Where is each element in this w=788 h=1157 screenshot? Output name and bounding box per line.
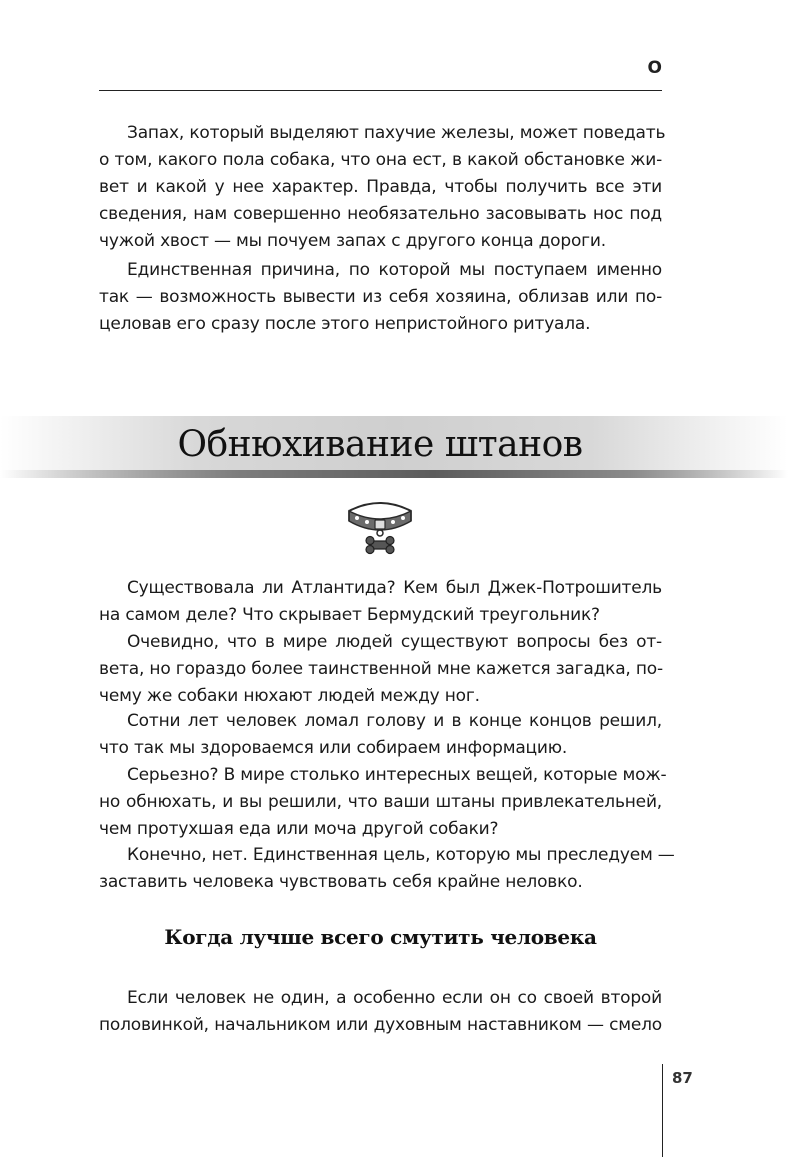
- text-line: целовав его сразу после этого непристойного ритуала.: [99, 314, 591, 334]
- paragraph: [99, 985, 662, 1039]
- folio-rule: [662, 1064, 663, 1157]
- paragraph: [99, 708, 662, 762]
- text-line: Единственная причина, по которой мы поступаем именно: [127, 260, 662, 280]
- text-line: чужой хвост — мы почуем запах с другого конца дороги.: [99, 231, 606, 251]
- text-line: Конечно, нет. Единственная цель, которую мы преследуем —: [127, 845, 675, 865]
- text-line: Если человек не один, а особенно если он со своей второй: [127, 988, 662, 1008]
- text-line: но обнюхать, и вы решили, что ваши штаны привлекательней,: [99, 792, 662, 812]
- text-line: на самом деле? Что скрывает Бермудский треугольник?: [99, 605, 600, 625]
- text-line: вета, но гораздо более таинственной мне кажется загадка, по-: [99, 659, 663, 679]
- page-number: 87: [672, 1069, 693, 1087]
- text-line: вет и какой у нее характер. Правда, чтобы получить все эти: [99, 177, 662, 197]
- text-line: Серьезно? В мире столько интересных вещей, которые мож-: [127, 765, 667, 785]
- text-line: половинкой, начальником или духовным наставником — смело: [99, 1015, 662, 1035]
- paragraph: [99, 842, 675, 896]
- chapter-title: Обнюхивание штанов: [177, 424, 583, 465]
- running-head-letter: O: [647, 58, 662, 78]
- header-rule: [99, 90, 662, 91]
- text-line: Запах, который выделяют пахучие железы, может поведать: [127, 123, 666, 143]
- text-line: Сотни лет человек ломал голову и в конце концов решил,: [127, 711, 662, 731]
- subsection-heading: Когда лучше всего смутить человека: [164, 925, 597, 949]
- text-line: Существовала ли Атлантида? Кем был Джек-Потрошитель: [127, 578, 662, 598]
- text-line: чем протухшая еда или моча другой собаки?: [99, 819, 499, 839]
- paragraph: [99, 762, 667, 843]
- dog-collar-bone-icon: [343, 497, 417, 559]
- paragraph: [99, 629, 662, 710]
- text-line: что так мы здороваемся или собираем информацию.: [99, 738, 568, 758]
- title-band-shadow: [0, 470, 788, 478]
- paragraph: [99, 257, 662, 338]
- text-line: чему же собаки нюхают людей между ног.: [99, 686, 480, 706]
- text-line: Очевидно, что в мире людей существуют вопросы без от-: [127, 632, 662, 652]
- text-line: так — возможность вывести из себя хозяина, облизав или по-: [99, 287, 662, 307]
- text-line: о том, какого пола собака, что она ест, в какой обстановке жи-: [99, 150, 662, 170]
- text-line: сведения, нам совершенно необязательно засовывать нос под: [99, 204, 662, 224]
- text-line: заставить человека чувствовать себя крайне неловко.: [99, 872, 583, 892]
- paragraph: [99, 575, 662, 629]
- paragraph: [99, 120, 666, 255]
